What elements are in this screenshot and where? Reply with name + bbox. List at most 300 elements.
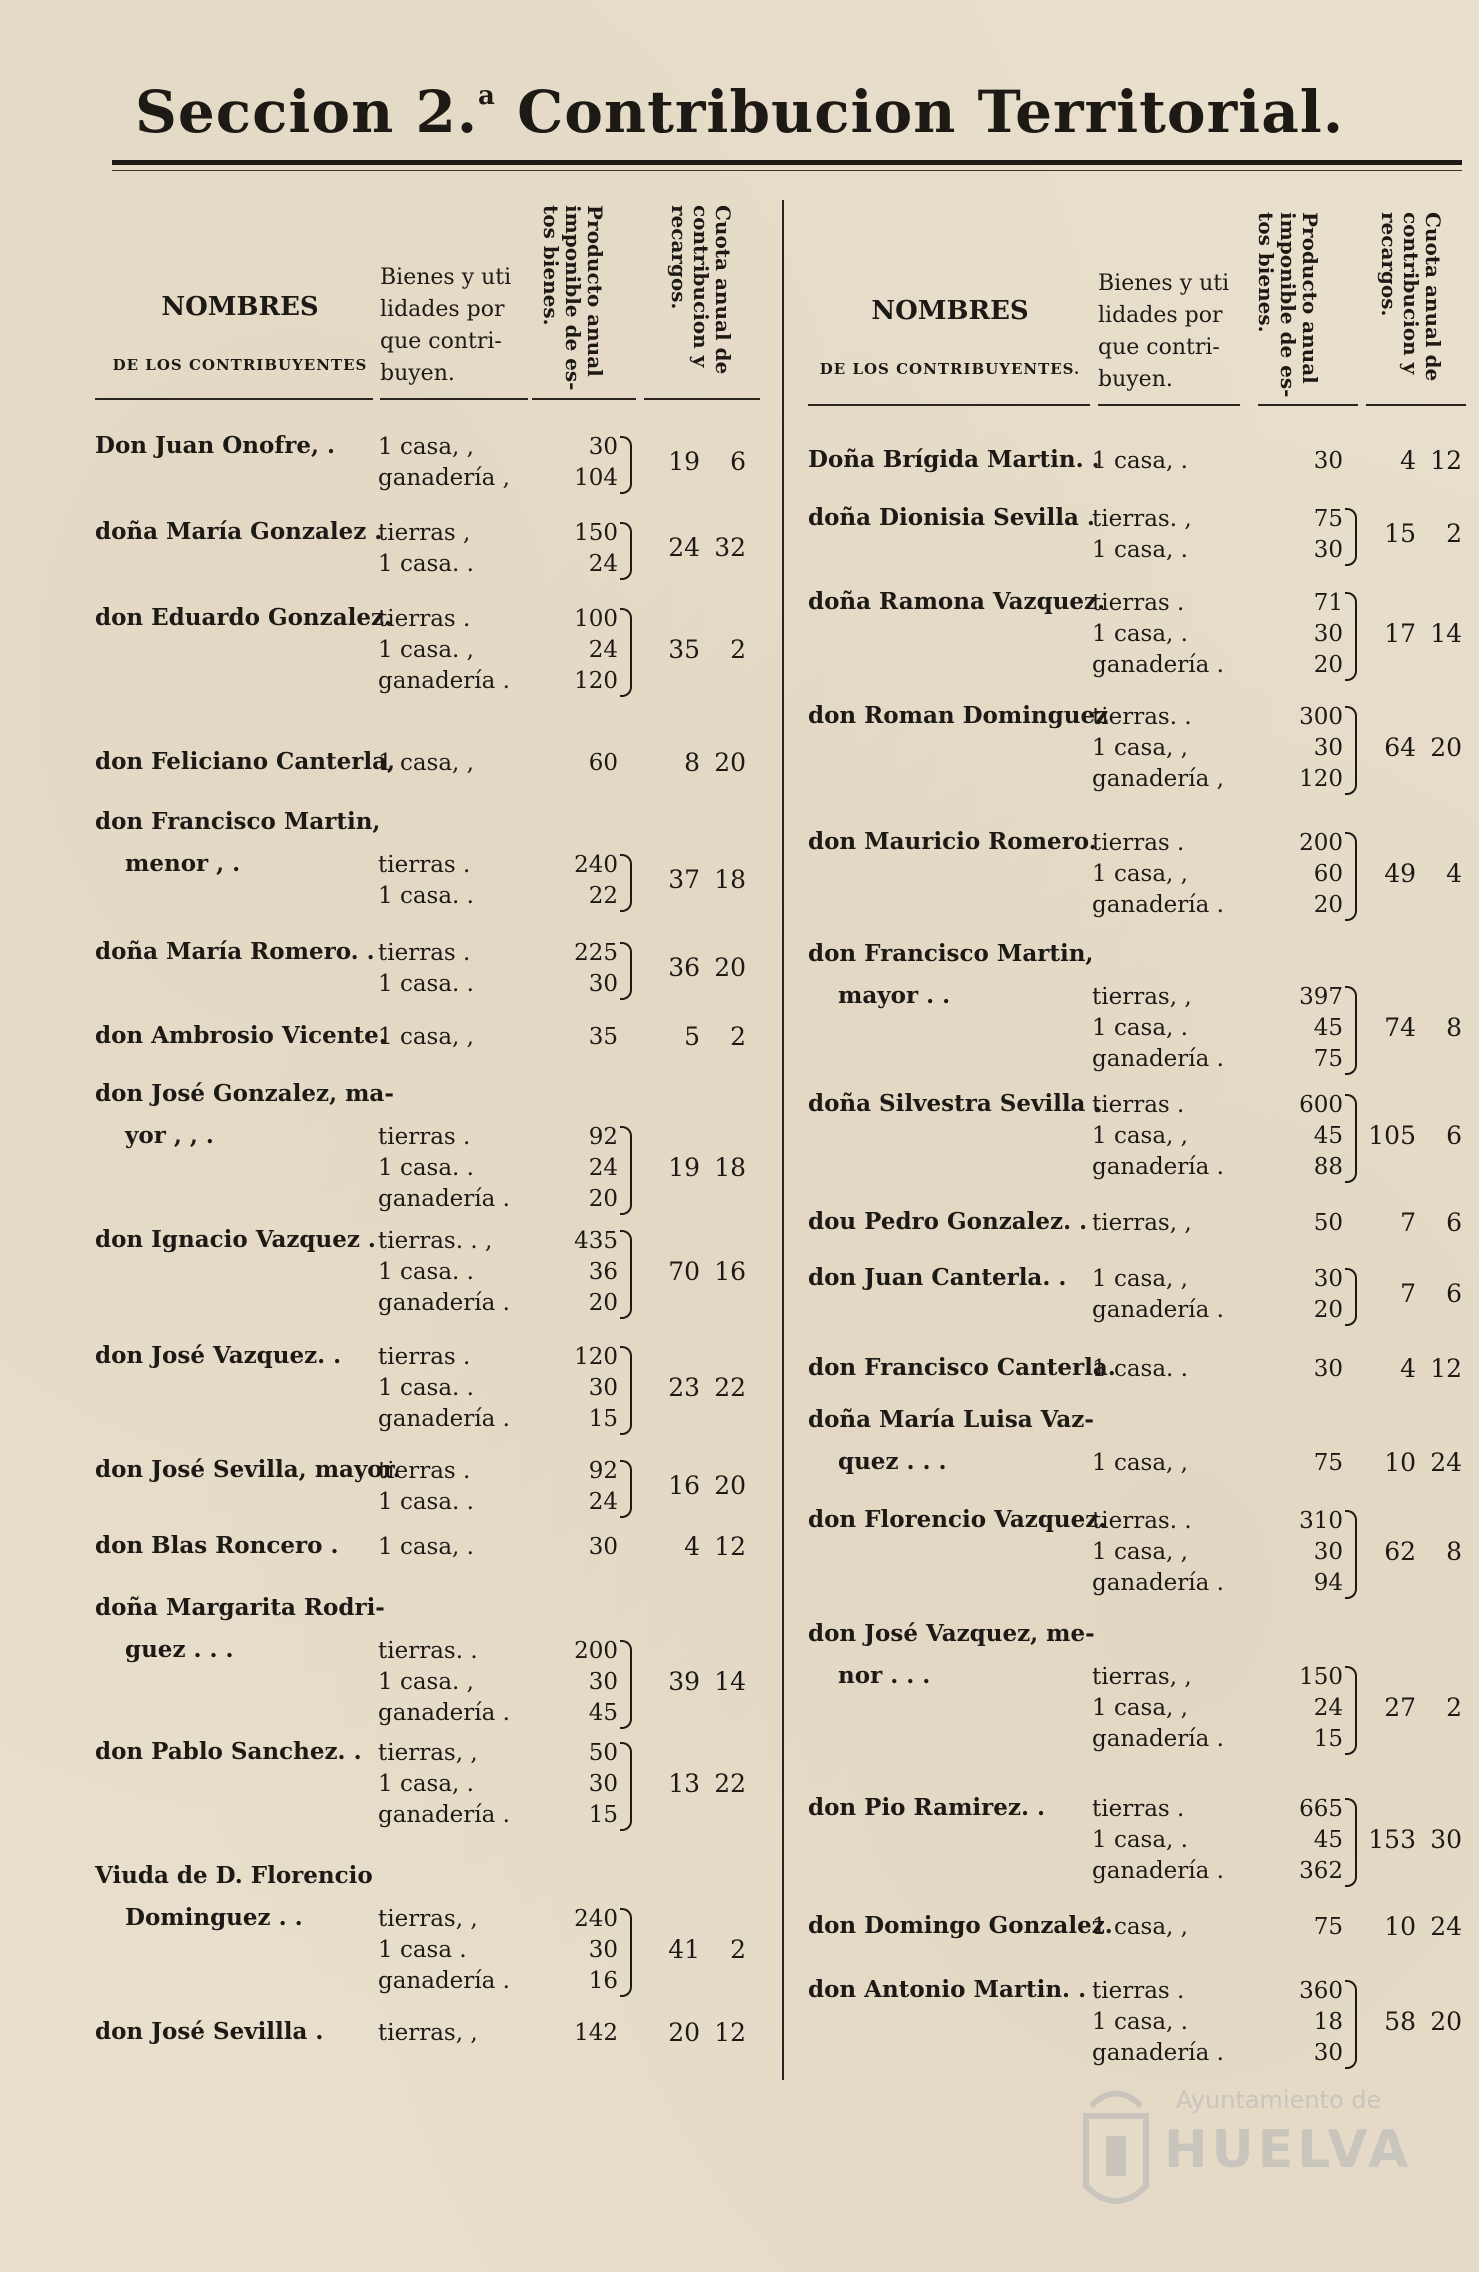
contributor-name: don Mauricio Romero. xyxy=(808,828,1097,855)
product-value: 75 xyxy=(1313,1914,1343,1940)
contributor-name: don Blas Roncero . xyxy=(95,1532,339,1559)
goods-list xyxy=(378,1532,474,1563)
goods-item: tierras . xyxy=(1092,1978,1185,2004)
contributor-name: doña Dionisia Sevilla . xyxy=(808,504,1095,531)
cuota-amount: 39 xyxy=(668,1666,700,1696)
contributor-name: don José Gonzalez, ma- xyxy=(95,1080,394,1107)
cuota-fraction: 20 xyxy=(1430,732,1462,762)
contributor-name: yor , , . xyxy=(125,1122,214,1149)
cuota-value xyxy=(640,1471,746,1500)
goods-list xyxy=(378,518,474,580)
product-value: 397 xyxy=(1299,984,1343,1010)
goods-list xyxy=(378,1738,510,1831)
goods-item: tierras, , xyxy=(1092,984,1192,1010)
goods-item: ganadería . xyxy=(1092,892,1224,918)
goods-item: ganadería , xyxy=(378,465,510,491)
cuota-fraction: 2 xyxy=(1446,519,1462,548)
product-value: 24 xyxy=(588,1155,618,1181)
goods-list xyxy=(1092,1912,1188,1943)
contributor-name: don Ignacio Vazquez . xyxy=(95,1226,376,1253)
header-rule xyxy=(644,398,760,400)
goods-item: ganadería . xyxy=(378,668,510,694)
product-values xyxy=(1273,1448,1343,1479)
goods-item: 1 casa. . xyxy=(378,1489,474,1515)
contributor-name: don Juan Canterla. . xyxy=(808,1264,1067,1291)
watermark-line1: Ayuntamiento de xyxy=(1176,2086,1382,2114)
cuota-fraction: 14 xyxy=(1430,618,1462,648)
product-value: 665 xyxy=(1299,1796,1343,1822)
goods-item: 1 casa, . xyxy=(1092,621,1188,647)
product-value: 22 xyxy=(588,883,618,909)
cuota-value xyxy=(1356,1537,1462,1566)
product-value: 225 xyxy=(574,940,618,966)
contributor-name: don Florencio Vazquez. xyxy=(808,1506,1107,1533)
contributor-name: guez . . . xyxy=(125,1636,234,1663)
product-value: 45 xyxy=(1313,1015,1343,1041)
goods-list xyxy=(1092,1208,1192,1239)
cuota-fraction: 24 xyxy=(1430,1447,1462,1477)
product-values xyxy=(1273,1976,1343,2069)
product-value: 24 xyxy=(588,1489,618,1515)
cuota-amount: 4 xyxy=(1400,445,1416,475)
cuota-fraction: 22 xyxy=(714,1372,746,1402)
product-value: 92 xyxy=(588,1458,618,1484)
cuota-value xyxy=(640,1153,746,1182)
goods-list xyxy=(378,1122,510,1215)
brace-mark xyxy=(620,942,632,1000)
title-rule-thin xyxy=(112,170,1462,171)
goods-item: ganadería . xyxy=(1092,1297,1224,1323)
product-value: 45 xyxy=(1313,1827,1343,1853)
contributor-name: don Francisco Canterla. xyxy=(808,1354,1116,1381)
goods-item: tierras. . xyxy=(1092,1508,1192,1534)
goods-item: 1 casa, , xyxy=(1092,1539,1188,1565)
product-value: 15 xyxy=(588,1406,618,1432)
product-values xyxy=(1273,1208,1343,1239)
goods-item: ganadería . xyxy=(378,1968,510,1994)
product-values xyxy=(548,1532,618,1563)
header-rule xyxy=(1366,404,1466,406)
product-values xyxy=(548,1456,618,1518)
product-value: 75 xyxy=(1313,1046,1343,1072)
contributor-name: dou Pedro Gonzalez. . xyxy=(808,1208,1088,1235)
product-value: 310 xyxy=(1299,1508,1343,1534)
cuota-amount: 49 xyxy=(1384,858,1416,888)
product-values xyxy=(1273,588,1343,681)
goods-list xyxy=(1092,1662,1224,1755)
contributor-name: doña María Luisa Vaz- xyxy=(808,1406,1094,1433)
goods-item: tierras, , xyxy=(1092,1210,1192,1236)
header-rule xyxy=(532,398,636,400)
product-value: 88 xyxy=(1313,1154,1343,1180)
product-value: 142 xyxy=(574,2020,618,2046)
goods-item: 1 casa. . xyxy=(378,1375,474,1401)
contributor-name: Don Juan Onofre, . xyxy=(95,432,336,459)
product-value: 30 xyxy=(1313,448,1343,474)
brace-mark xyxy=(620,1908,632,1997)
product-values xyxy=(548,1226,618,1319)
header-names: NOMBRES DE LOS CONTRIBUYENTES. xyxy=(819,296,1081,378)
product-values xyxy=(1273,1264,1343,1326)
cuota-amount: 20 xyxy=(668,2017,700,2047)
product-value: 71 xyxy=(1313,590,1343,616)
product-value: 150 xyxy=(574,520,618,546)
header-rule xyxy=(1258,404,1358,406)
product-values xyxy=(548,850,618,912)
cuota-amount: 23 xyxy=(668,1372,700,1402)
cuota-value xyxy=(640,1373,746,1402)
product-values xyxy=(1273,1662,1343,1755)
contributor-name: don Antonio Martin. . xyxy=(808,1976,1087,2003)
contributor-name: don José Vazquez. . xyxy=(95,1342,342,1369)
product-value: 24 xyxy=(588,637,618,663)
contributor-name: doña María Romero. . xyxy=(95,938,375,965)
goods-item: tierras . xyxy=(378,1124,471,1150)
product-values xyxy=(548,1738,618,1831)
goods-item: 1 casa. . xyxy=(1092,1356,1188,1382)
product-value: 600 xyxy=(1299,1092,1343,1118)
cuota-amount: 13 xyxy=(668,1768,700,1798)
cuota-fraction: 4 xyxy=(1446,858,1462,888)
contributor-name: menor , . xyxy=(125,850,241,877)
product-value: 104 xyxy=(574,465,618,491)
product-value: 30 xyxy=(1313,1356,1343,1382)
product-value: 240 xyxy=(574,852,618,878)
product-value: 24 xyxy=(588,551,618,577)
product-value: 240 xyxy=(574,1906,618,1932)
cuota-fraction: 12 xyxy=(714,1531,746,1561)
contributor-name: doña Margarita Rodri- xyxy=(95,1594,385,1621)
brace-mark xyxy=(620,522,632,580)
cuota-value xyxy=(1356,446,1462,475)
goods-list xyxy=(378,1904,510,1997)
cuota-value xyxy=(1356,2007,1462,2036)
product-value: 24 xyxy=(1313,1695,1343,1721)
goods-item: 1 casa, , xyxy=(378,1024,474,1050)
contributor-name: nor . . . xyxy=(838,1662,931,1689)
product-value: 120 xyxy=(574,668,618,694)
goods-item: tierras, , xyxy=(378,1906,478,1932)
product-value: 20 xyxy=(1313,892,1343,918)
product-value: 30 xyxy=(588,1375,618,1401)
product-values xyxy=(1273,1354,1343,1385)
cuota-value xyxy=(640,748,746,777)
goods-list xyxy=(1092,1448,1188,1479)
product-value: 150 xyxy=(1299,1664,1343,1690)
cuota-amount: 16 xyxy=(668,1471,700,1500)
cuota-value xyxy=(1356,619,1462,648)
contributor-name: quez . . . xyxy=(838,1448,947,1475)
goods-list xyxy=(378,1456,474,1518)
goods-list xyxy=(378,748,474,779)
goods-item: ganadería , xyxy=(1092,766,1224,792)
goods-item: 1 casa. , xyxy=(378,1669,474,1695)
goods-item: tierras, , xyxy=(378,1740,478,1766)
product-values xyxy=(1273,446,1343,477)
goods-item: tierras . xyxy=(1092,830,1185,856)
cuota-amount: 15 xyxy=(1384,519,1416,548)
goods-item: 1 casa. . xyxy=(378,971,474,997)
cuota-amount: 58 xyxy=(1384,2006,1416,2036)
cuota-amount: 153 xyxy=(1368,1824,1416,1854)
goods-item: ganadería . xyxy=(1092,652,1224,678)
goods-list xyxy=(1092,702,1224,795)
header-producto: Producto anual imponible de es- tos bienes. xyxy=(539,205,607,391)
goods-item: ganadería . xyxy=(378,1406,510,1432)
goods-item: 1 casa. . xyxy=(378,883,474,909)
cuota-value xyxy=(1356,1121,1462,1150)
cuota-value xyxy=(1356,1013,1462,1042)
contributor-name: Dominguez . . xyxy=(125,1904,303,1931)
cuota-fraction: 20 xyxy=(714,953,746,982)
goods-item: ganadería . xyxy=(1092,1726,1224,1752)
product-value: 50 xyxy=(588,1740,618,1766)
cuota-value xyxy=(640,533,746,562)
cuota-amount: 4 xyxy=(684,1531,700,1561)
contributor-name: don Francisco Martin, xyxy=(95,808,381,835)
product-value: 60 xyxy=(1313,861,1343,887)
header-bienes: Bienes y uti lidades por que contri- buyen. xyxy=(1098,271,1230,392)
goods-item: ganadería . xyxy=(1092,1570,1224,1596)
cuota-value xyxy=(1356,1448,1462,1477)
brace-mark xyxy=(620,608,632,697)
cuota-fraction: 2 xyxy=(1446,1692,1462,1722)
cuota-value xyxy=(1356,519,1462,548)
cuota-amount: 70 xyxy=(668,1256,700,1286)
contributor-name: don Eduardo Gonzalez. xyxy=(95,604,393,631)
cuota-value xyxy=(640,953,746,982)
cuota-amount: 8 xyxy=(684,747,700,777)
goods-item: 1 casa, , xyxy=(1092,1450,1188,1476)
header-cuota: Cuota anual de contribucion y recargos. xyxy=(667,205,735,375)
goods-item: ganadería . xyxy=(1092,1858,1224,1884)
product-values xyxy=(548,1904,618,1997)
contributor-name: don José Sevillla . xyxy=(95,2018,324,2045)
goods-list xyxy=(1092,1264,1224,1326)
product-values xyxy=(1273,1090,1343,1183)
brace-mark xyxy=(620,1346,632,1435)
product-value: 30 xyxy=(1313,537,1343,563)
goods-item: tierras . xyxy=(378,940,471,966)
brace-mark xyxy=(620,1230,632,1319)
contributor-name: doña Ramona Vazquez. xyxy=(808,588,1106,615)
product-value: 20 xyxy=(1313,652,1343,678)
goods-item: ganadería . xyxy=(378,1290,510,1316)
product-value: 94 xyxy=(1313,1570,1343,1596)
cuota-amount: 24 xyxy=(668,533,700,562)
goods-item: tierras . xyxy=(378,852,471,878)
product-value: 16 xyxy=(588,1968,618,1994)
product-value: 30 xyxy=(1313,735,1343,761)
cuota-amount: 7 xyxy=(1400,1207,1416,1237)
contributor-name: don Pio Ramirez. . xyxy=(808,1794,1045,1821)
product-value: 30 xyxy=(588,434,618,460)
goods-item: 1 casa, , xyxy=(1092,1266,1188,1292)
contributor-name: don Pablo Sanchez. . xyxy=(95,1738,362,1765)
goods-item: 1 casa, , xyxy=(1092,861,1188,887)
goods-list xyxy=(1092,1976,1224,2069)
product-value: 30 xyxy=(1313,1266,1343,1292)
cuota-amount: 27 xyxy=(1384,1692,1416,1722)
cuota-value xyxy=(1356,1825,1462,1854)
contributor-name: don Domingo Gonzalez. xyxy=(808,1912,1113,1939)
page-title: Seccion 2.$^a$ Contribucion Territorial. xyxy=(134,78,1345,146)
cuota-amount: 19 xyxy=(668,447,700,476)
goods-item: tierras. . , xyxy=(378,1228,493,1254)
goods-item: 1 casa. . xyxy=(378,1155,474,1181)
column-divider xyxy=(782,200,784,2080)
contributor-name: don Roman Dominguez xyxy=(808,702,1109,729)
cuota-fraction: 30 xyxy=(1430,1824,1462,1854)
goods-item: 1 casa, . xyxy=(378,1534,474,1560)
goods-item: tierras, , xyxy=(1092,1664,1192,1690)
product-values xyxy=(548,604,618,697)
cuota-fraction: 8 xyxy=(1446,1536,1462,1566)
product-value: 75 xyxy=(1313,1450,1343,1476)
goods-item: 1 casa . xyxy=(378,1937,467,1963)
product-values xyxy=(1273,1912,1343,1943)
cuota-amount: 62 xyxy=(1384,1536,1416,1566)
goods-list xyxy=(1092,588,1224,681)
product-value: 200 xyxy=(1299,830,1343,856)
goods-item: 1 casa. . xyxy=(378,1259,474,1285)
cuota-fraction: 16 xyxy=(714,1256,746,1286)
cuota-amount: 19 xyxy=(668,1152,700,1182)
cuota-value xyxy=(640,1257,746,1286)
cuota-amount: 64 xyxy=(1384,732,1416,762)
cuota-amount: 41 xyxy=(668,1934,700,1964)
contributor-name: Viuda de D. Florencio xyxy=(95,1862,373,1889)
cuota-fraction: 12 xyxy=(714,2017,746,2047)
cuota-value xyxy=(640,635,746,664)
cuota-amount: 37 xyxy=(668,865,700,894)
contributor-name: don Feliciano Canterla, xyxy=(95,748,395,775)
cuota-amount: 74 xyxy=(1384,1012,1416,1042)
cuota-amount: 10 xyxy=(1384,1447,1416,1477)
cuota-value xyxy=(1356,1354,1462,1383)
goods-item: 1 casa, . xyxy=(1092,2009,1188,2035)
archive-watermark xyxy=(1066,2076,1416,2236)
product-values xyxy=(548,2018,618,2049)
goods-item: 1 casa. . xyxy=(378,551,474,577)
header-cuota: Cuota anual de contribucion y recargos. xyxy=(1377,212,1445,382)
cuota-fraction: 24 xyxy=(1430,1911,1462,1941)
contributor-name: don José Vazquez, me- xyxy=(808,1620,1095,1647)
cuota-value xyxy=(640,2018,746,2047)
product-value: 30 xyxy=(588,1534,618,1560)
product-value: 36 xyxy=(588,1259,618,1285)
goods-list xyxy=(378,850,474,912)
brace-mark xyxy=(620,1742,632,1831)
goods-list xyxy=(378,1636,510,1729)
header-rule xyxy=(1098,404,1240,406)
goods-list xyxy=(1092,1794,1224,1887)
brace-mark xyxy=(620,1126,632,1215)
goods-list xyxy=(378,2018,478,2049)
product-value: 75 xyxy=(1313,506,1343,532)
cuota-amount: 7 xyxy=(1400,1279,1416,1308)
product-values xyxy=(548,518,618,580)
cuota-value xyxy=(640,1667,746,1696)
product-value: 360 xyxy=(1299,1978,1343,2004)
goods-list xyxy=(378,938,474,1000)
product-values xyxy=(548,938,618,1000)
cuota-fraction: 14 xyxy=(714,1666,746,1696)
product-value: 35 xyxy=(588,1024,618,1050)
cuota-value xyxy=(1356,1279,1462,1308)
cuota-value xyxy=(1356,733,1462,762)
goods-item: ganadería . xyxy=(378,1186,510,1212)
cuota-amount: 36 xyxy=(668,953,700,982)
cuota-value xyxy=(1356,1912,1462,1941)
header-rule xyxy=(380,398,528,400)
cuota-fraction: 22 xyxy=(714,1768,746,1798)
goods-item: tierras . xyxy=(378,1458,471,1484)
contributor-name: doña María Gonzalez . xyxy=(95,518,383,545)
product-value: 30 xyxy=(588,1669,618,1695)
product-value: 15 xyxy=(1313,1726,1343,1752)
product-values xyxy=(1273,1794,1343,1887)
cuota-fraction: 6 xyxy=(1446,1279,1462,1308)
product-value: 92 xyxy=(588,1124,618,1150)
goods-item: 1 casa, , xyxy=(1092,735,1188,761)
goods-item: 1 casa, , xyxy=(378,434,474,460)
product-value: 60 xyxy=(588,750,618,776)
cuota-fraction: 12 xyxy=(1430,1353,1462,1383)
cuota-fraction: 6 xyxy=(1446,1120,1462,1150)
header-producto: Producto anual imponible de es- tos bienes. xyxy=(1254,212,1322,398)
goods-list xyxy=(1092,446,1188,477)
cuota-amount: 4 xyxy=(1400,1353,1416,1383)
cuota-value xyxy=(1356,1208,1462,1237)
goods-list xyxy=(1092,1506,1224,1599)
goods-item: ganadería . xyxy=(378,1802,510,1828)
goods-item: 1 casa, . xyxy=(1092,448,1188,474)
goods-item: tierras . xyxy=(378,1344,471,1370)
product-values xyxy=(1273,702,1343,795)
product-value: 30 xyxy=(1313,1539,1343,1565)
product-values xyxy=(548,748,618,779)
goods-item: 1 casa. , xyxy=(378,637,474,663)
product-values xyxy=(548,432,618,494)
product-value: 100 xyxy=(574,606,618,632)
cuota-amount: 5 xyxy=(684,1021,700,1051)
cuota-fraction: 6 xyxy=(730,447,746,476)
contributor-name: don Ambrosio Vicente. xyxy=(95,1022,387,1049)
cuota-value xyxy=(1356,1693,1462,1722)
cuota-fraction: 2 xyxy=(730,1021,746,1051)
goods-item: tierras. . xyxy=(378,1638,478,1664)
product-values xyxy=(548,1342,618,1435)
goods-list xyxy=(1092,504,1192,566)
product-value: 30 xyxy=(588,1771,618,1797)
cuota-fraction: 18 xyxy=(714,865,746,894)
product-value: 50 xyxy=(1313,1210,1343,1236)
goods-item: ganadería . xyxy=(1092,2040,1224,2066)
product-value: 45 xyxy=(588,1700,618,1726)
goods-list xyxy=(1092,828,1224,921)
cuota-fraction: 12 xyxy=(1430,445,1462,475)
cuota-fraction: 2 xyxy=(730,1934,746,1964)
cuota-amount: 17 xyxy=(1384,618,1416,648)
cuota-amount: 10 xyxy=(1384,1911,1416,1941)
title-rule xyxy=(112,160,1462,165)
product-value: 30 xyxy=(1313,621,1343,647)
goods-list xyxy=(1092,1354,1188,1385)
goods-item: 1 casa, , xyxy=(378,750,474,776)
product-value: 18 xyxy=(1313,2009,1343,2035)
cuota-value xyxy=(640,1022,746,1051)
